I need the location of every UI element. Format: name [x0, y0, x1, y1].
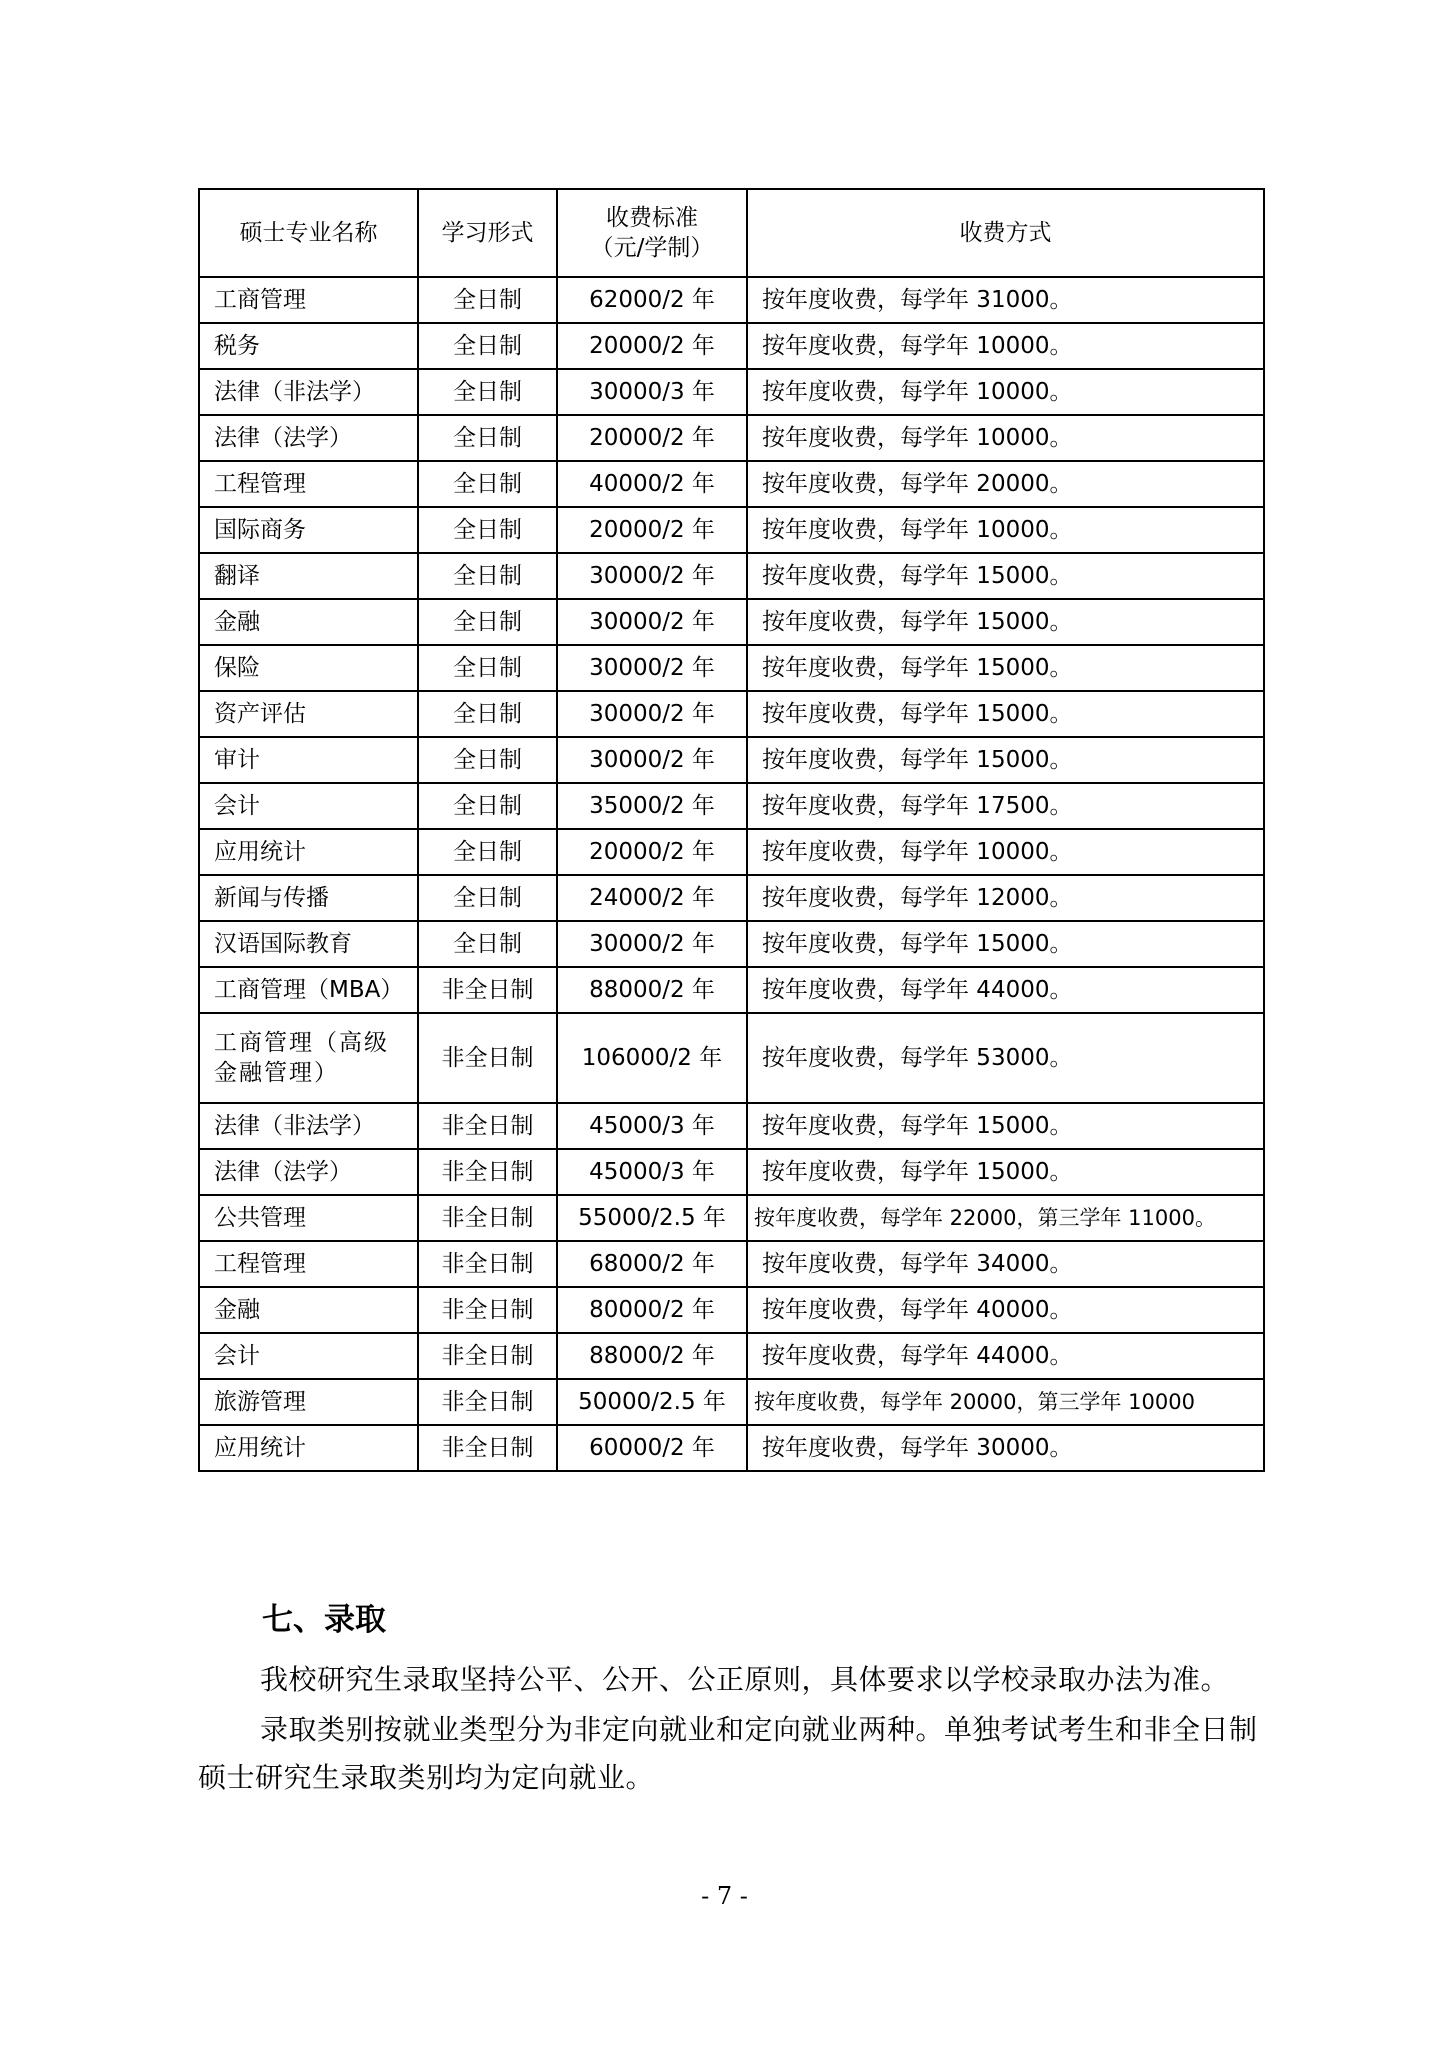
table-row [199, 553, 1264, 599]
cell-fee: 68000/2 年 [557, 1241, 747, 1287]
table-row [199, 461, 1264, 507]
table-row [199, 1149, 1264, 1195]
cell-fee: 88000/2 年 [557, 1333, 747, 1379]
table-row [199, 691, 1264, 737]
table-row [199, 829, 1264, 875]
cell-method: 按年度收费，每学年 15000。 [747, 921, 1264, 967]
cell-form: 非全日制 [418, 1241, 557, 1287]
cell-form: 非全日制 [418, 1149, 557, 1195]
cell-form: 全日制 [418, 921, 557, 967]
cell-form: 全日制 [418, 369, 557, 415]
cell-fee: 50000/2.5 年 [557, 1379, 747, 1425]
cell-major: 工程管理 [199, 1241, 418, 1287]
cell-major: 工程管理 [199, 461, 418, 507]
cell-method: 按年度收费，每学年 30000。 [747, 1425, 1264, 1471]
cell-form: 全日制 [418, 507, 557, 553]
table-row [199, 415, 1264, 461]
header-method: 收费方式 [747, 189, 1264, 277]
cell-fee: 30000/2 年 [557, 599, 747, 645]
cell-method: 按年度收费，每学年 15000。 [747, 645, 1264, 691]
cell-major: 旅游管理 [199, 1379, 418, 1425]
cell-fee: 80000/2 年 [557, 1287, 747, 1333]
cell-fee: 20000/2 年 [557, 323, 747, 369]
page-number: - 7 - [701, 1882, 748, 1910]
table-row [199, 599, 1264, 645]
cell-major: 法律（非法学） [199, 1103, 418, 1149]
cell-method: 按年度收费，每学年 34000。 [747, 1241, 1264, 1287]
cell-method: 按年度收费，每学年 15000。 [747, 1103, 1264, 1149]
fee-table [198, 188, 1265, 1472]
cell-form: 非全日制 [418, 1287, 557, 1333]
cell-fee: 24000/2 年 [557, 875, 747, 921]
cell-method: 按年度收费，每学年 15000。 [747, 553, 1264, 599]
table-row [199, 737, 1264, 783]
cell-form: 全日制 [418, 691, 557, 737]
cell-major: 工商管理（高级金融管理） [199, 1013, 418, 1103]
cell-form: 全日制 [418, 553, 557, 599]
cell-form: 非全日制 [418, 1333, 557, 1379]
cell-major: 新闻与传播 [199, 875, 418, 921]
cell-form: 非全日制 [418, 1103, 557, 1149]
cell-major: 工商管理 [199, 277, 418, 323]
cell-fee: 60000/2 年 [557, 1425, 747, 1471]
cell-form: 非全日制 [418, 1425, 557, 1471]
header-fee-line1: 收费标准 [606, 205, 698, 231]
section-title: 七、录取 [262, 1602, 386, 1638]
table-row [199, 1013, 1264, 1103]
cell-major: 公共管理 [199, 1195, 418, 1241]
cell-form: 全日制 [418, 277, 557, 323]
cell-method: 按年度收费，每学年 15000。 [747, 737, 1264, 783]
cell-form: 全日制 [418, 875, 557, 921]
table-row [199, 1103, 1264, 1149]
cell-fee: 30000/2 年 [557, 921, 747, 967]
table-row [199, 921, 1264, 967]
table-row [199, 1379, 1264, 1425]
header-fee [557, 189, 747, 277]
cell-form: 非全日制 [418, 1379, 557, 1425]
cell-major: 翻译 [199, 553, 418, 599]
cell-method: 按年度收费，每学年 15000。 [747, 691, 1264, 737]
cell-major: 资产评估 [199, 691, 418, 737]
table-row [199, 645, 1264, 691]
cell-fee: 88000/2 年 [557, 967, 747, 1013]
cell-major: 审计 [199, 737, 418, 783]
cell-method: 按年度收费，每学年 20000。 [747, 461, 1264, 507]
cell-fee: 20000/2 年 [557, 415, 747, 461]
cell-major: 金融 [199, 599, 418, 645]
cell-form: 全日制 [418, 829, 557, 875]
cell-fee: 55000/2.5 年 [557, 1195, 747, 1241]
cell-major: 保险 [199, 645, 418, 691]
table-row [199, 967, 1264, 1013]
cell-method: 按年度收费，每学年 12000。 [747, 875, 1264, 921]
cell-method: 按年度收费，每学年 53000。 [747, 1013, 1264, 1103]
cell-method: 按年度收费，每学年 15000。 [747, 599, 1264, 645]
header-form: 学习形式 [418, 189, 557, 277]
paragraph-admission-principle: 我校研究生录取坚持公平、公开、公正原则，具体要求以学校录取办法为准。 [260, 1663, 1230, 1696]
cell-major: 应用统计 [199, 1425, 418, 1471]
cell-form: 全日制 [418, 323, 557, 369]
cell-fee: 30000/2 年 [557, 553, 747, 599]
cell-method: 按年度收费，每学年 44000。 [747, 1333, 1264, 1379]
table-row [199, 1195, 1264, 1241]
table-row [199, 507, 1264, 553]
cell-major: 税务 [199, 323, 418, 369]
table-row [199, 369, 1264, 415]
cell-major: 工商管理（MBA） [199, 967, 418, 1013]
cell-fee: 20000/2 年 [557, 507, 747, 553]
table-row [199, 1333, 1264, 1379]
cell-fee: 106000/2 年 [557, 1013, 747, 1103]
cell-method: 按年度收费，每学年 15000。 [747, 1149, 1264, 1195]
cell-fee: 45000/3 年 [557, 1149, 747, 1195]
table-row [199, 1425, 1264, 1471]
cell-form: 全日制 [418, 599, 557, 645]
table-row [199, 323, 1264, 369]
table-row [199, 783, 1264, 829]
cell-form: 全日制 [418, 415, 557, 461]
cell-form: 全日制 [418, 645, 557, 691]
table-row [199, 875, 1264, 921]
cell-method: 按年度收费，每学年 31000。 [747, 277, 1264, 323]
cell-method: 按年度收费，每学年 10000。 [747, 323, 1264, 369]
cell-method: 按年度收费，每学年 17500。 [747, 783, 1264, 829]
cell-method: 按年度收费，每学年 44000。 [747, 967, 1264, 1013]
cell-fee: 40000/2 年 [557, 461, 747, 507]
cell-major: 法律（法学） [199, 415, 418, 461]
cell-form: 全日制 [418, 737, 557, 783]
cell-major: 会计 [199, 783, 418, 829]
cell-major: 法律（非法学） [199, 369, 418, 415]
cell-form: 全日制 [418, 461, 557, 507]
cell-major: 汉语国际教育 [199, 921, 418, 967]
table-row [199, 1287, 1264, 1333]
table-row [199, 277, 1264, 323]
cell-major: 会计 [199, 1333, 418, 1379]
cell-fee: 30000/2 年 [557, 645, 747, 691]
cell-method: 按年度收费，每学年 20000，第三学年 10000 [747, 1379, 1264, 1425]
header-major: 硕士专业名称 [199, 189, 418, 277]
cell-form: 非全日制 [418, 1195, 557, 1241]
cell-fee: 35000/2 年 [557, 783, 747, 829]
cell-major: 应用统计 [199, 829, 418, 875]
cell-form: 非全日制 [418, 1013, 557, 1103]
cell-method: 按年度收费，每学年 40000。 [747, 1287, 1264, 1333]
cell-form: 非全日制 [418, 967, 557, 1013]
cell-method: 按年度收费，每学年 10000。 [747, 415, 1264, 461]
cell-major: 法律（法学） [199, 1149, 418, 1195]
cell-method: 按年度收费，每学年 10000。 [747, 369, 1264, 415]
cell-major: 金融 [199, 1287, 418, 1333]
cell-fee: 30000/3 年 [557, 369, 747, 415]
cell-fee: 45000/3 年 [557, 1103, 747, 1149]
table-row [199, 1241, 1264, 1287]
header-fee-line2: （元/学制） [590, 235, 714, 261]
cell-method: 按年度收费，每学年 10000。 [747, 507, 1264, 553]
cell-fee: 62000/2 年 [557, 277, 747, 323]
paragraph-admission-category: 录取类别按就业类型分为非定向就业和定向就业两种。单独考试考生和非全日制硕士研究生录取类别均为定向就业。 [198, 1713, 1258, 1794]
cell-fee: 30000/2 年 [557, 737, 747, 783]
table-header-row [199, 189, 1264, 277]
cell-method: 按年度收费，每学年 22000，第三学年 11000。 [747, 1195, 1264, 1241]
cell-fee: 30000/2 年 [557, 691, 747, 737]
cell-major: 国际商务 [199, 507, 418, 553]
cell-form: 全日制 [418, 783, 557, 829]
cell-method: 按年度收费，每学年 10000。 [747, 829, 1264, 875]
cell-fee: 20000/2 年 [557, 829, 747, 875]
